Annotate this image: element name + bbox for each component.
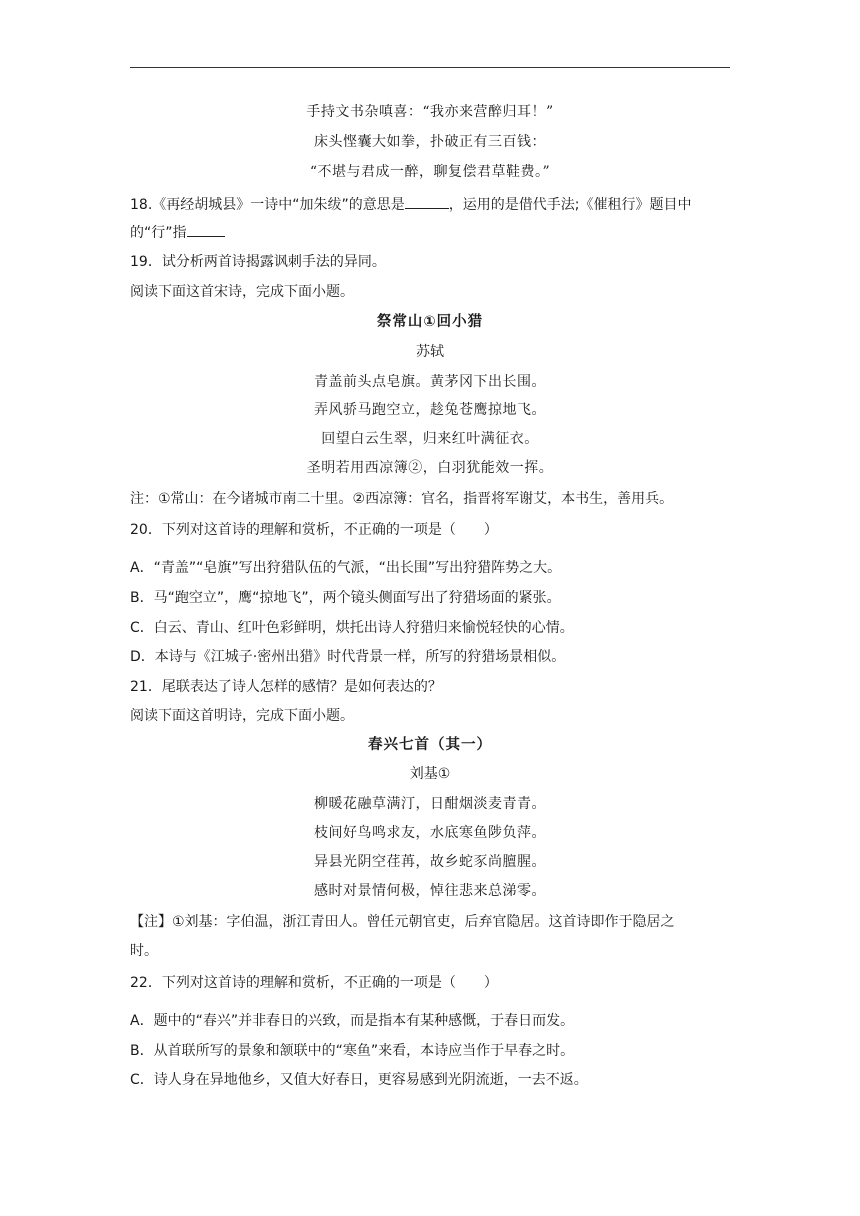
poem-line: 圣明若用西凉簿②，白羽犹能效一挥。 [306,460,554,476]
poem-author: 刘基① [409,766,451,782]
poem-note: 注：①常山：在今诸城市南二十里。②西凉簿：官名，指晋将军谢艾，本书生，善用兵。 [130,491,674,507]
poem-title: 春兴七首（其一） [368,737,492,753]
poem-author: 苏轼 [416,344,444,360]
question-18-cont: 的“行”指 [130,221,225,243]
question-21: 21．尾联表达了诗人怎样的感情？是如何表达的？ [130,679,442,695]
option-d: D．本诗与《江城子·密州出猎》时代背景一样，所写的狩猎场景相似。 [130,649,566,665]
poem-line: 感时对景情何极，悼往悲来总涕零。 [314,883,546,899]
option-a: A．“青盖”“皂旗”写出狩猎队伍的气派，“出长围”写出狩猎阵势之大。 [130,560,562,576]
poem-note-cont: 时。 [130,943,158,959]
poem-title: 祭常山①回小猎 [376,314,484,330]
reading-instruction: 阅读下面这首明诗，完成下面小题。 [130,708,354,724]
option-b: B．从首联所写的景象和颔联中的“寒鱼”来看，本诗应当作于早春之时。 [130,1043,575,1059]
question-22: 22．下列对这首诗的理解和赏析，不正确的一项是（ ） [130,975,498,991]
answer-blank[interactable] [187,221,225,237]
poem-line: 异县光阴空荏苒，故乡蛇豕尚膻腥。 [314,854,546,870]
option-b: B．马“跑空立”，鹰“掠地飞”，两个镜头侧面写出了狩猎场面的紧张。 [130,590,561,606]
header-rule [130,67,730,68]
question-18: 18.《再经胡城县》一诗中“加朱绂”的意思是 ，运用的是借代手法;《催租行》题目中 [130,193,692,215]
question-20: 20．下列对这首诗的理解和赏析，不正确的一项是（ ） [130,522,498,538]
poem-note: 【注】①刘基：字伯温，浙江青田人。曾任元朝官吏，后弃官隐居。这首诗即作于隐居之 [130,914,675,930]
poem-line: “不堪与君成一醉，聊复偿君草鞋费。” [309,164,551,180]
option-c: C．白云、青山、红叶色彩鲜明，烘托出诗人狩猎归来愉悦轻快的心情。 [130,620,574,636]
reading-instruction: 阅读下面这首宋诗，完成下面小题。 [130,284,354,300]
answer-blank[interactable] [405,193,449,209]
poem-line: 手持文书杂嗔喜：“我亦来营醉归耳！” [306,104,554,120]
poem-line: 回望白云生翠，归来红叶满征衣。 [321,431,539,447]
option-c: C．诗人身在异地他乡，又值大好春日，更容易感到光阴流逝，一去不返。 [130,1072,588,1088]
poem-line: 青盖前头点皂旗。黄茅冈下出长围。 [314,374,546,390]
poem-line: 床头悭囊大如拳，扑破正有三百钱： [314,134,546,150]
question-19: 19．试分析两首诗揭露讽刺手法的异同。 [130,254,386,270]
poem-line: 枝间好鸟鸣求友，水底寒鱼陟负萍。 [314,825,546,841]
poem-line: 柳暖花融草满汀，日酣烟淡麦青青。 [314,796,546,812]
poem-line: 弄风骄马跑空立，趁兔苍鹰掠地飞。 [314,402,546,418]
option-a: A．题中的“春兴”并非春日的兴致，而是指本有某种感慨，于春日而发。 [130,1013,575,1029]
